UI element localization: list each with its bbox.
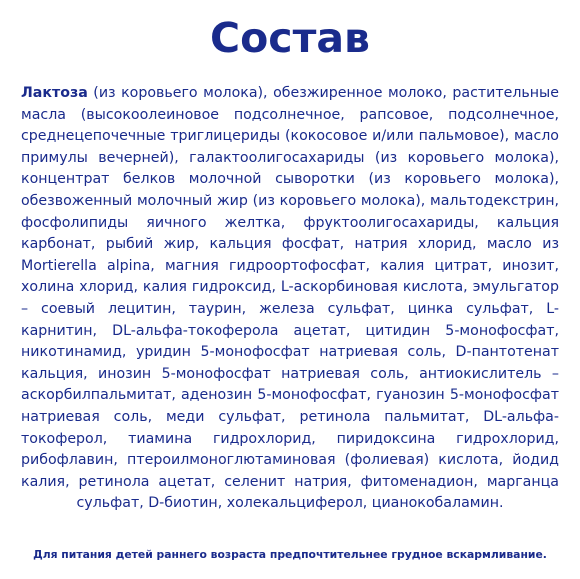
breastfeeding-notice: Для питания детей раннего возраста предпочтительнее грудное вскармливание. xyxy=(33,548,547,561)
composition-text xyxy=(21,83,559,515)
page-title: Состав xyxy=(210,14,370,62)
composition-body: (из коровьего молока), обезжиренное молоко, растительные масла (высокоолеиновое подсолнечное, рапсовое, подсолнечное, среднецепочечные триглицериды (кокосовое и/или пальмовое), масло примулы вечерней), галактоолигосахариды (из коровьего молока), концентрат белков молочной сыворотки (из коровьего молока), обезвоженный молочный жир (из коровьего молока), мальтодекстрин, фосфолипиды яичного желтка, фруктоолигосахариды, кальция карбонат, рыбий жир, кальция фосфат, натрия хлорид, масло из Mortierella alpina, магния гидроортофосфат, калия цитрат, инозит, холина хлорид, калия гидроксид, L-аскорбиновая кислота, эмульгатор – соевый лецитин, таурин, железа сульфат, цинка сульфат, L-карнитин, DL-альфа-токоферола ацетат, цитидин 5-монофосфат, никотинамид, уридин 5-монофосфат натриевая соль, D-пантотенат кальция, инозин 5-монофосфат натриевая соль, антиокислитель – аскорбилпальмитат, аденозин 5-монофосфат, гуанозин 5-монофосфат натриевая соль, меди сульфат, ретинола пальмитат, DL-альфа-токоферол, тиамина гидрохлорид, пиридоксина гидрохлорид, рибофлавин, птероилмоноглютаминовая (фолиевая) кислота, йодид калия, ретинола ацетат, селенит натрия, фитоменадион, марганца сульфат, D-биотин, холекальциферол, цианокобаламин. xyxy=(21,85,559,512)
composition-lead-word: Лактоза xyxy=(21,85,88,101)
